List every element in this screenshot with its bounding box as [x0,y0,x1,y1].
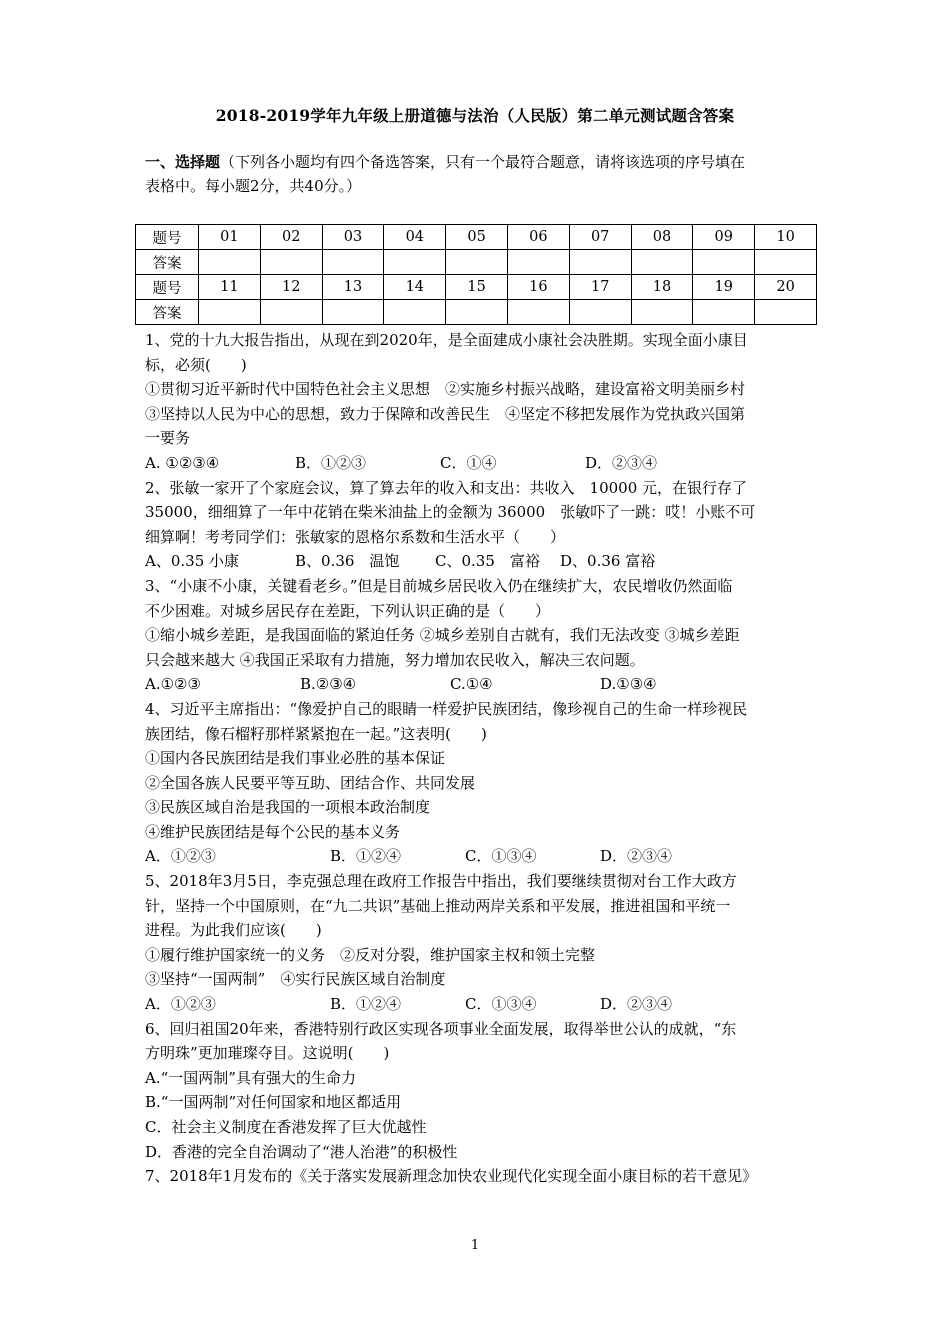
question-list [145,328,825,1189]
question-number-cell: 07 [569,225,631,250]
option-c: C.①④ [450,675,493,694]
answer-cell[interactable] [569,250,631,275]
options-row [145,844,825,869]
section-instruction-1: （下列各小题均有四个备选答案，只有一个最符合题意，请将该选项的序号填在 [220,153,746,171]
question-3 [145,574,825,697]
section-heading: 一、选择题 [145,153,221,171]
question-number-cell: 17 [569,275,631,300]
options-row [145,672,825,697]
options-row [145,451,825,476]
question-2 [145,476,825,574]
question-text-line: A.“一国两制”具有强大的生命力 [145,1068,356,1087]
question-text-line: 4、习近平主席指出：“像爱护自己的眼睛一样爱护民族团结，像珍视自己的生命一样珍视民 [145,699,748,718]
row-label-number: 题号 [136,275,199,300]
question-text-line: 一要务 [145,429,191,448]
option-a: A. ①②③④ [145,453,220,472]
option-d: D、0.36 富裕 [560,552,656,571]
question-text-line: 族团结，像石榴籽那样紧紧抱在一起。”这表明( ) [145,724,487,743]
question-number-cell: 05 [446,225,508,250]
row-label-answer: 答案 [136,300,199,325]
question-text-line: 进程。为此我们应该( ) [145,921,322,940]
answer-cell[interactable] [384,300,446,325]
answer-cell[interactable] [507,300,569,325]
question-text-line: ①国内各民族团结是我们事业必胜的基本保证 [145,749,446,768]
answer-cell[interactable] [260,300,322,325]
question-7 [145,1164,825,1189]
option-b: B．①②③ [295,453,367,472]
answer-cell[interactable] [446,300,508,325]
option-a: A．①②③ [145,995,216,1014]
answer-cell[interactable] [569,300,631,325]
option-a: A．①②③ [145,847,216,866]
question-number-cell: 14 [384,275,446,300]
question-text-line: ④维护民族团结是每个公民的基本义务 [145,822,401,841]
table-row-numbers [136,225,817,250]
question-text-line: 6、回归祖国20年来，香港特别行政区实现各项事业全面发展，取得举世公认的成就，“东 [145,1019,737,1038]
question-number-cell: 19 [693,275,755,300]
page-title: 2018-2019学年九年级上册道德与法治（人民版）第二单元测试题含答案 [215,106,735,125]
question-number-cell: 12 [260,275,322,300]
question-text-line: 针，坚持一个中国原则，在“九二共识”基础上推动两岸关系和平发展，推进祖国和平统一 [145,896,731,915]
question-number-cell: 16 [507,275,569,300]
question-text-line: 1、党的十九大报告指出，从现在到2020年，是全面建成小康社会决胜期。实现全面小康目 [145,331,748,349]
question-number-cell: 04 [384,225,446,250]
row-label-number: 题号 [136,225,199,250]
option-c: C、0.35 富裕 [435,552,540,571]
option-b: B．①②④ [330,995,402,1014]
option-a: A、0.35 小康 [145,552,239,571]
question-number-cell: 03 [322,225,384,250]
answer-cell[interactable] [322,250,384,275]
question-6 [145,1017,825,1165]
options-row [145,549,825,574]
answer-cell[interactable] [260,250,322,275]
answer-cell[interactable] [507,250,569,275]
question-text-line: 细算啊！考考同学们：张敏家的恩格尔系数和生活水平（ ） [145,527,566,546]
question-text-line: 3、“小康不小康，关键看老乡。”但是目前城乡居民收入仍在继续扩大，农民增收仍然面临 [145,576,733,595]
question-text-line: B.“一国两制”对任何国家和地区都适用 [145,1093,402,1112]
question-number-cell: 10 [755,225,817,250]
option-d: D．②③④ [585,453,658,472]
question-text-line: ②全国各族人民要平等互助、团结合作、共同发展 [145,773,476,792]
option-d: D．②③④ [600,847,673,866]
option-b: B.②③④ [300,675,357,694]
question-number-cell: 01 [199,225,261,250]
question-1 [145,328,825,476]
option-b: B．①②④ [330,847,402,866]
question-text-line: 不少困难。对城乡居民存在差距，下列认识正确的是（ ） [145,601,551,620]
question-text-line: 方明珠”更加璀璨夺目。这说明( ) [145,1044,390,1063]
answer-cell[interactable] [631,250,693,275]
question-text-line: C．社会主义制度在香港发挥了巨大优越性 [145,1118,427,1136]
question-number-cell: 06 [507,225,569,250]
option-d: D．②③④ [600,995,673,1014]
question-text-line: ③民族区域自治是我国的一项根本政治制度 [145,798,431,817]
answer-cell[interactable] [755,250,817,275]
question-text-line: D．香港的完全自治调动了“港人治港”的积极性 [145,1142,458,1161]
answer-cell[interactable] [384,250,446,275]
question-text-line: ③坚持“一国两制” ④实行民族区域自治制度 [145,970,446,989]
question-number-cell: 20 [755,275,817,300]
answer-cell[interactable] [199,300,261,325]
question-number-cell: 11 [199,275,261,300]
question-text-line: ①贯彻习近平新时代中国特色社会主义思想 ②实施乡村振兴战略，建设富裕文明美丽乡村 [145,380,746,399]
question-text-line: 35000，细细算了一年中花销在柴米油盐上的金额为 36000 张敏吓了一跳：哎！小账不可 [145,503,756,522]
answer-cell[interactable] [446,250,508,275]
question-text-line: ③坚持以人民为中心的思想，致力于保障和改善民生 ④坚定不移把发展作为党执政兴国第 [145,404,746,423]
question-text-line: 7、2018年1月发布的《关于落实发展新理念加快农业现代化实现全面小康目标的若干意见》 [145,1167,758,1186]
row-label-answer: 答案 [136,250,199,275]
option-a: A.①②③ [145,675,201,694]
question-number-cell: 02 [260,225,322,250]
question-text-line: 5、2018年3月5日，李克强总理在政府工作报告中指出，我们要继续贯彻对台工作大政方 [145,872,737,891]
options-row [145,992,825,1017]
table-row-answers [136,250,817,275]
option-c: C．①③④ [465,995,537,1014]
table-row-answers [136,300,817,325]
question-text-line: ①缩小城乡差距，是我国面临的紧迫任务 ②城乡差别自古就有，我们无法改变 ③城乡差距 [145,626,740,645]
question-number-cell: 13 [322,275,384,300]
section-intro [145,150,820,198]
question-number-cell: 09 [693,225,755,250]
answer-cell[interactable] [199,250,261,275]
option-d: D.①③④ [600,675,657,694]
question-text-line: ①履行维护国家统一的义务 ②反对分裂，维护国家主权和领土完整 [145,945,596,964]
answer-cell[interactable] [631,300,693,325]
section-instruction-2: 表格中。每小题2分，共40分。） [145,177,362,195]
question-5 [145,869,825,1017]
question-text-line: 2、张敏一家开了个家庭会议，算了算去年的收入和支出：共收入 10000 元，在银行存了 [145,478,748,497]
option-b: B、0.36 温饱 [295,552,400,571]
option-c: C．①③④ [465,847,537,866]
table-row-numbers [136,275,817,300]
answer-cell[interactable] [693,250,755,275]
option-c: C．①④ [440,453,497,472]
question-text-line: 标，必须( ) [145,355,247,374]
answer-cell[interactable] [322,300,384,325]
question-4 [145,697,825,869]
page-number: 1 [470,1238,480,1253]
question-number-cell: 08 [631,225,693,250]
question-text-line: 只会越来越大 ④我国正采取有力措施，努力增加农民收入，解决三农问题。 [145,650,645,669]
answer-table [135,224,817,325]
question-number-cell: 15 [446,275,508,300]
question-number-cell: 18 [631,275,693,300]
answer-cell[interactable] [693,300,755,325]
answer-cell[interactable] [755,300,817,325]
